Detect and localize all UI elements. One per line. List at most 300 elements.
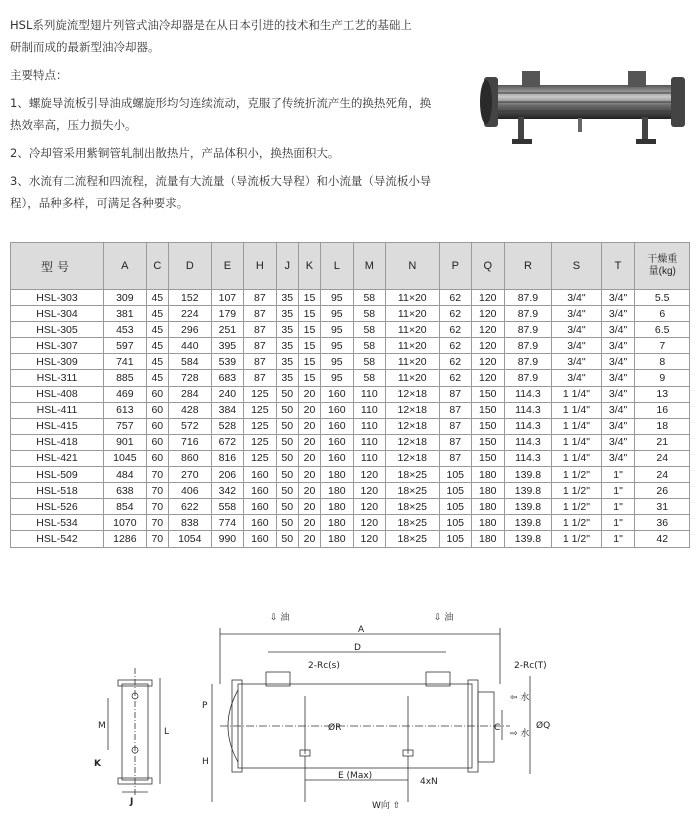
table-cell: 1 1/4" <box>552 418 601 434</box>
table-cell: 3/4" <box>552 354 601 370</box>
table-cell: 35 <box>276 322 298 338</box>
table-cell: 31 <box>635 499 690 515</box>
table-row <box>11 338 690 354</box>
table-row <box>11 418 690 434</box>
table-cell: 125 <box>244 434 276 450</box>
table-cell: 95 <box>321 322 353 338</box>
table-cell: 105 <box>439 515 471 531</box>
table-row <box>11 402 690 418</box>
table-cell: 150 <box>472 386 504 402</box>
table-cell: 62 <box>439 370 471 386</box>
table-cell: 16 <box>635 402 690 418</box>
dim-R: ØR <box>328 723 342 733</box>
table-cell: 50 <box>276 386 298 402</box>
table-cell: 12×18 <box>386 434 439 450</box>
table-cell: 11×20 <box>386 306 439 322</box>
table-cell: 110 <box>353 402 385 418</box>
table-row <box>11 515 690 531</box>
table-cell: 139.8 <box>504 515 552 531</box>
table-cell: 12×18 <box>386 402 439 418</box>
spec-table <box>10 242 690 548</box>
table-cell: 139.8 <box>504 531 552 547</box>
view-W: W向 ⇧ <box>372 801 401 811</box>
table-cell: 36 <box>635 515 690 531</box>
table-cell: 1 1/2" <box>552 531 601 547</box>
table-cell: 342 <box>211 483 243 499</box>
table-body <box>11 290 690 548</box>
table-cell: 35 <box>276 290 298 306</box>
table-cell: 125 <box>244 402 276 418</box>
table-cell: 70 <box>146 467 168 483</box>
col-header-n: N <box>386 243 439 290</box>
table-cell: 20 <box>298 499 320 515</box>
feature-1-cont: 热效率高，压力损失小。 <box>10 118 137 132</box>
table-cell: 3/4" <box>552 370 601 386</box>
table-cell: 12×18 <box>386 450 439 466</box>
col-header-p: P <box>439 243 471 290</box>
table-cell: 3/4" <box>601 354 635 370</box>
model-cell: HSL-421 <box>11 450 104 466</box>
col-header-model: 型号 <box>11 243 104 290</box>
table-cell: 484 <box>104 467 147 483</box>
features-title: 主要特点： <box>10 68 68 82</box>
table-cell: 70 <box>146 499 168 515</box>
table-cell: 150 <box>472 418 504 434</box>
table-cell: 180 <box>321 515 353 531</box>
table-cell: 15 <box>298 370 320 386</box>
table-cell: 160 <box>244 483 276 499</box>
table-cell: 1" <box>601 467 635 483</box>
model-cell: HSL-415 <box>11 418 104 434</box>
table-row <box>11 386 690 402</box>
table-cell: 901 <box>104 434 147 450</box>
table-cell: 18×25 <box>386 483 439 499</box>
table-cell: 20 <box>298 434 320 450</box>
col-header-weight <box>635 243 690 290</box>
table-cell: 152 <box>168 290 211 306</box>
table-cell: 716 <box>168 434 211 450</box>
dim-E: E (Max) <box>338 771 373 781</box>
table-cell: 180 <box>321 531 353 547</box>
table-cell: 21 <box>635 434 690 450</box>
table-cell: 638 <box>104 483 147 499</box>
table-cell: 15 <box>298 322 320 338</box>
table-cell: 160 <box>321 418 353 434</box>
table-cell: 60 <box>146 450 168 466</box>
table-cell: 160 <box>244 467 276 483</box>
model-cell: HSL-534 <box>11 515 104 531</box>
end-view <box>108 668 160 796</box>
table-cell: 15 <box>298 354 320 370</box>
table-cell: 1286 <box>104 531 147 547</box>
table-cell: 114.3 <box>504 386 552 402</box>
table-cell: 757 <box>104 418 147 434</box>
table-cell: 160 <box>321 402 353 418</box>
table-cell: 384 <box>211 402 243 418</box>
table-cell: 120 <box>472 338 504 354</box>
col-header-d: D <box>168 243 211 290</box>
table-cell: 139.8 <box>504 499 552 515</box>
water-out-label: ⇨ 水 <box>510 729 530 739</box>
table-cell: 440 <box>168 338 211 354</box>
model-cell: HSL-411 <box>11 402 104 418</box>
table-cell: 558 <box>211 499 243 515</box>
table-cell: 3/4" <box>601 418 635 434</box>
table-cell: 139.8 <box>504 483 552 499</box>
table-cell: 18×25 <box>386 531 439 547</box>
table-cell: 87 <box>439 402 471 418</box>
table-cell: 125 <box>244 386 276 402</box>
table-cell: 120 <box>353 515 385 531</box>
table-cell: 87.9 <box>504 322 552 338</box>
table-cell: 428 <box>168 402 211 418</box>
table-cell: 15 <box>298 290 320 306</box>
dim-A: A <box>358 625 365 635</box>
table-cell: 206 <box>211 467 243 483</box>
table-cell: 120 <box>353 531 385 547</box>
model-cell: HSL-303 <box>11 290 104 306</box>
table-cell: 3/4" <box>601 322 635 338</box>
table-cell: 284 <box>168 386 211 402</box>
table-cell: 3/4" <box>552 306 601 322</box>
table-cell: 613 <box>104 402 147 418</box>
table-cell: 62 <box>439 306 471 322</box>
table-cell: 20 <box>298 531 320 547</box>
table-cell: 1 1/4" <box>552 434 601 450</box>
table-cell: 62 <box>439 338 471 354</box>
col-header-q: Q <box>472 243 504 290</box>
dim-J: J <box>130 797 134 807</box>
table-cell: 816 <box>211 450 243 466</box>
table-cell: 87 <box>439 450 471 466</box>
table-cell: 18×25 <box>386 467 439 483</box>
table-cell: 105 <box>439 467 471 483</box>
table-cell: 3/4" <box>601 306 635 322</box>
table-cell: 12×18 <box>386 418 439 434</box>
table-cell: 3/4" <box>601 402 635 418</box>
table-cell: 18×25 <box>386 499 439 515</box>
table-cell: 1054 <box>168 531 211 547</box>
table-cell: 120 <box>353 483 385 499</box>
table-cell: 120 <box>472 322 504 338</box>
feature-2: 2、冷却管采用紫铜管轧制出散热片，产品体积小，换热面积大。 <box>10 146 340 160</box>
table-cell: 990 <box>211 531 243 547</box>
table-cell: 125 <box>244 418 276 434</box>
table-cell: 6 <box>635 306 690 322</box>
col-header-m: M <box>353 243 385 290</box>
model-cell: HSL-307 <box>11 338 104 354</box>
table-cell: 728 <box>168 370 211 386</box>
table-cell: 3/4" <box>601 370 635 386</box>
table-cell: 50 <box>276 483 298 499</box>
table-cell: 120 <box>472 354 504 370</box>
table-cell: 50 <box>276 450 298 466</box>
dimension-drawing <box>90 606 590 816</box>
table-cell: 3/4" <box>552 338 601 354</box>
table-cell: 251 <box>211 322 243 338</box>
table-cell: 60 <box>146 402 168 418</box>
table-cell: 70 <box>146 483 168 499</box>
table-cell: 270 <box>168 467 211 483</box>
col-header-s: S <box>552 243 601 290</box>
table-cell: 87 <box>244 322 276 338</box>
dim-N: 4xN <box>420 777 438 787</box>
table-cell: 20 <box>298 386 320 402</box>
table-cell: 58 <box>353 354 385 370</box>
table-row <box>11 483 690 499</box>
col-header-h: H <box>244 243 276 290</box>
model-cell: HSL-526 <box>11 499 104 515</box>
table-cell: 180 <box>321 483 353 499</box>
table-cell: 45 <box>146 338 168 354</box>
table-cell: 774 <box>211 515 243 531</box>
table-row <box>11 306 690 322</box>
table-cell: 8 <box>635 354 690 370</box>
col-header-r: R <box>504 243 552 290</box>
table-cell: 9 <box>635 370 690 386</box>
table-cell: 13 <box>635 386 690 402</box>
model-cell: HSL-309 <box>11 354 104 370</box>
intro-line: 研制而成的最新型油冷却器。 <box>10 40 160 54</box>
table-cell: 1 1/2" <box>552 483 601 499</box>
table-cell: 50 <box>276 402 298 418</box>
table-row <box>11 499 690 515</box>
table-cell: 20 <box>298 450 320 466</box>
model-cell: HSL-311 <box>11 370 104 386</box>
table-cell: 11×20 <box>386 338 439 354</box>
table-cell: 139.8 <box>504 467 552 483</box>
table-row <box>11 434 690 450</box>
table-cell: 20 <box>298 467 320 483</box>
table-cell: 87 <box>244 338 276 354</box>
table-cell: 741 <box>104 354 147 370</box>
table-row <box>11 531 690 547</box>
table-cell: 469 <box>104 386 147 402</box>
table-cell: 114.3 <box>504 434 552 450</box>
table-cell: 107 <box>211 290 243 306</box>
table-cell: 1045 <box>104 450 147 466</box>
table-cell: 406 <box>168 483 211 499</box>
table-cell: 15 <box>298 338 320 354</box>
table-cell: 114.3 <box>504 418 552 434</box>
table-cell: 87 <box>244 306 276 322</box>
table-cell: 87.9 <box>504 354 552 370</box>
table-cell: 3/4" <box>601 450 635 466</box>
table-cell: 62 <box>439 290 471 306</box>
table-cell: 1" <box>601 483 635 499</box>
table-cell: 45 <box>146 290 168 306</box>
table-cell: 180 <box>472 483 504 499</box>
col-header-c: C <box>146 243 168 290</box>
table-cell: 70 <box>146 531 168 547</box>
rct-label: 2-Rc(T) <box>514 661 547 671</box>
table-cell: 70 <box>146 515 168 531</box>
table-cell: 528 <box>211 418 243 434</box>
table-cell: 87 <box>244 290 276 306</box>
table-cell: 20 <box>298 515 320 531</box>
table-cell: 120 <box>472 290 504 306</box>
table-cell: 114.3 <box>504 450 552 466</box>
table-cell: 95 <box>321 354 353 370</box>
table-cell: 26 <box>635 483 690 499</box>
table-cell: 5.5 <box>635 290 690 306</box>
table-row <box>11 370 690 386</box>
table-cell: 381 <box>104 306 147 322</box>
rcs-label: 2-Rc(s) <box>308 661 340 671</box>
table-cell: 87 <box>244 354 276 370</box>
table-cell: 24 <box>635 467 690 483</box>
table-cell: 42 <box>635 531 690 547</box>
table-cell: 58 <box>353 370 385 386</box>
table-cell: 18×25 <box>386 515 439 531</box>
table-cell: 160 <box>321 450 353 466</box>
table-cell: 1070 <box>104 515 147 531</box>
table-cell: 854 <box>104 499 147 515</box>
table-cell: 672 <box>211 434 243 450</box>
col-header-a: A <box>104 243 147 290</box>
table-cell: 95 <box>321 370 353 386</box>
table-cell: 50 <box>276 467 298 483</box>
table-cell: 3/4" <box>601 338 635 354</box>
table-cell: 160 <box>244 499 276 515</box>
table-cell: 150 <box>472 450 504 466</box>
table-cell: 179 <box>211 306 243 322</box>
water-in-label: ⇦ 水 <box>510 693 530 703</box>
table-cell: 50 <box>276 434 298 450</box>
table-cell: 224 <box>168 306 211 322</box>
table-cell: 105 <box>439 483 471 499</box>
table-cell: 110 <box>353 386 385 402</box>
table-cell: 1" <box>601 515 635 531</box>
intro-text <box>10 14 465 214</box>
model-cell: HSL-518 <box>11 483 104 499</box>
table-cell: 11×20 <box>386 290 439 306</box>
table-cell: 1" <box>601 531 635 547</box>
table-cell: 11×20 <box>386 354 439 370</box>
table-cell: 87.9 <box>504 338 552 354</box>
table-cell: 62 <box>439 322 471 338</box>
table-cell: 160 <box>244 515 276 531</box>
table-cell: 860 <box>168 450 211 466</box>
table-cell: 105 <box>439 499 471 515</box>
table-cell: 1" <box>601 499 635 515</box>
table-cell: 7 <box>635 338 690 354</box>
table-cell: 180 <box>472 531 504 547</box>
feature-3: 3、水流有二流程和四流程，流量有大流量（导流板大导程）和小流量（导流板小导 <box>10 174 432 188</box>
table-cell: 180 <box>472 467 504 483</box>
table-cell: 120 <box>472 370 504 386</box>
dim-P: P <box>202 701 208 711</box>
table-cell: 150 <box>472 434 504 450</box>
table-cell: 160 <box>244 531 276 547</box>
table-cell: 3/4" <box>552 290 601 306</box>
table-header-row <box>11 243 690 290</box>
table-cell: 87 <box>439 434 471 450</box>
dim-Q: ØQ <box>536 721 551 731</box>
table-cell: 309 <box>104 290 147 306</box>
table-cell: 3/4" <box>601 386 635 402</box>
table-cell: 1 1/4" <box>552 402 601 418</box>
table-cell: 50 <box>276 499 298 515</box>
table-cell: 60 <box>146 418 168 434</box>
table-cell: 180 <box>321 499 353 515</box>
table-cell: 3/4" <box>552 322 601 338</box>
table-cell: 1 1/4" <box>552 450 601 466</box>
table-cell: 87.9 <box>504 306 552 322</box>
table-cell: 87 <box>244 370 276 386</box>
table-cell: 114.3 <box>504 402 552 418</box>
model-cell: HSL-509 <box>11 467 104 483</box>
table-cell: 12×18 <box>386 386 439 402</box>
table-cell: 180 <box>321 467 353 483</box>
col-header-l: L <box>321 243 353 290</box>
table-cell: 58 <box>353 290 385 306</box>
table-cell: 180 <box>472 499 504 515</box>
table-cell: 838 <box>168 515 211 531</box>
col-header-j: J <box>276 243 298 290</box>
dim-D: D <box>354 643 361 653</box>
intro-line: HSL系列旋流型翅片列管式油冷却器是在从日本引进的技术和生产工艺的基础上 <box>10 18 412 32</box>
table-cell: 58 <box>353 338 385 354</box>
weight-header-line: 量(kg) <box>648 266 676 277</box>
table-cell: 87.9 <box>504 290 552 306</box>
col-header-k: K <box>298 243 320 290</box>
table-cell: 11×20 <box>386 322 439 338</box>
table-cell: 35 <box>276 354 298 370</box>
table-row <box>11 467 690 483</box>
table-cell: 3/4" <box>601 290 635 306</box>
table-cell: 160 <box>321 386 353 402</box>
table-cell: 622 <box>168 499 211 515</box>
table-cell: 50 <box>276 418 298 434</box>
table-cell: 6.5 <box>635 322 690 338</box>
table-cell: 1 1/2" <box>552 515 601 531</box>
model-cell: HSL-304 <box>11 306 104 322</box>
table-row <box>11 322 690 338</box>
table-cell: 11×20 <box>386 370 439 386</box>
table-cell: 105 <box>439 531 471 547</box>
table-cell: 45 <box>146 306 168 322</box>
table-cell: 20 <box>298 402 320 418</box>
dim-K: K <box>94 759 101 769</box>
dim-H: H <box>202 757 209 767</box>
dim-C: C <box>494 723 501 733</box>
table-cell: 160 <box>321 434 353 450</box>
feature-3-cont: 程），品种多样，可满足各种要求。 <box>10 196 189 210</box>
table-cell: 1 1/4" <box>552 386 601 402</box>
feature-1: 1、螺旋导流板引导油成螺旋形均匀连续流动，克服了传统折流产生的换热死角，换 <box>10 96 432 110</box>
dim-L: L <box>164 727 170 737</box>
table-cell: 58 <box>353 322 385 338</box>
table-row <box>11 290 690 306</box>
table-cell: 60 <box>146 386 168 402</box>
table-cell: 240 <box>211 386 243 402</box>
table-cell: 584 <box>168 354 211 370</box>
table-cell: 45 <box>146 354 168 370</box>
table-cell: 150 <box>472 402 504 418</box>
table-cell: 87 <box>439 386 471 402</box>
table-cell: 45 <box>146 370 168 386</box>
table-cell: 62 <box>439 354 471 370</box>
table-cell: 110 <box>353 434 385 450</box>
table-cell: 1 1/2" <box>552 467 601 483</box>
table-row <box>11 450 690 466</box>
model-cell: HSL-418 <box>11 434 104 450</box>
table-cell: 50 <box>276 531 298 547</box>
table-cell: 539 <box>211 354 243 370</box>
oil-out-label: ⇩ 油 <box>434 613 454 623</box>
table-cell: 20 <box>298 418 320 434</box>
